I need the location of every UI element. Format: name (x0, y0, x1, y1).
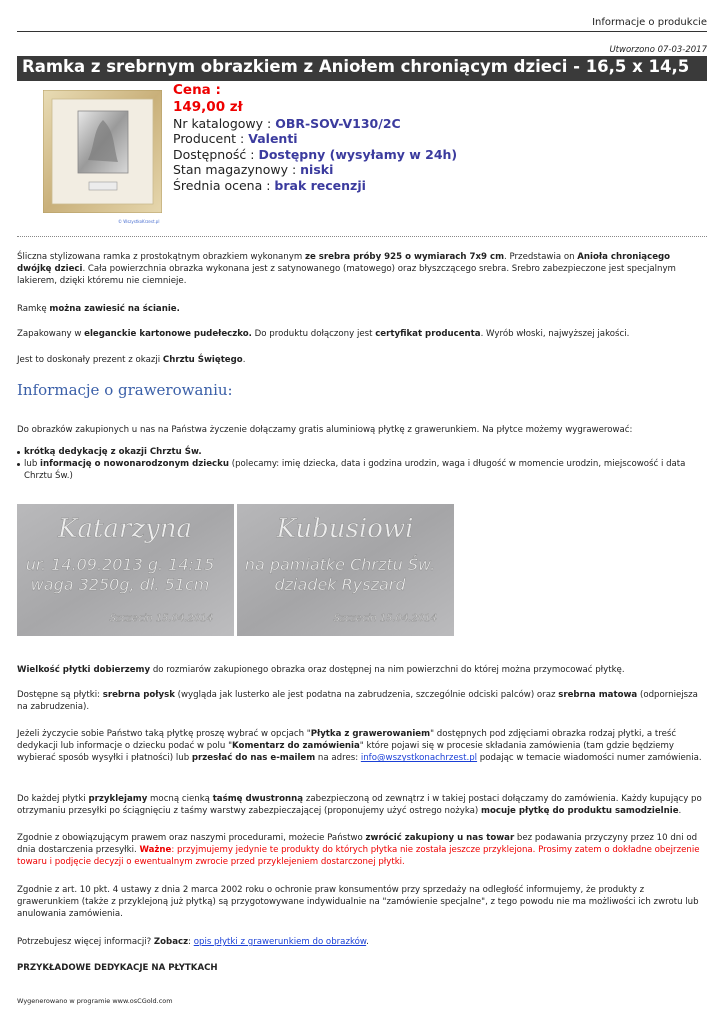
examples-heading: PRZYKŁADOWE DEDYKACJE NA PŁYTKACH (17, 963, 218, 973)
name-plaque (89, 182, 117, 190)
plate-types-info: Dostępne są płytki: srebrna połysk (wygląda jak lusterko ale jest podatna na zabrudzenia, szczególnie odciski palców) oraz srebrna matowa (odporniejsza na zabrudzenia). (17, 690, 698, 713)
engraving-heading: Informacje o grawerowaniu: (17, 381, 233, 399)
description-p3: Zapakowany w eleganckie kartonowe pudełeczko. Do produktu dołączony jest certyfikat producenta. Wyrób włoski, najwyższej jakości. (17, 329, 630, 339)
returns-info: Zgodnie z obowiązującym prawem oraz naszymi procedurami, możecie Państwo zwrócić zakupiony u nas towar bez podawania przyczyny przez 10 dni od dnia dostarczenia przesyłki. Ważne: przyjmujemy jedynie te produkty do których płytka nie została jeszcze przyklejona. Prosimy zatem o dokładne obejrzenie towaru i podjęcie decyzji o ewentualnym zwrocie przed przyklejeniem dostarczonej płytki. (17, 833, 700, 868)
image-caption: © WszystkoKrzest.pl (118, 219, 160, 224)
plate-line: waga 3250g, dł. 51cm (30, 575, 210, 594)
plate-place: Szczecin 15.04.2014 (109, 613, 213, 624)
list-item: lub informację o nowonarodzonym dziecku (polecamy: imię dziecka, data i godzina urodzin, waga i długość w momencie urodzin, miejscowość i data Chrztu Św.) (17, 458, 705, 482)
created-date: Utworzono 07-03-2017 (609, 45, 707, 55)
engraving-sample-2 (237, 504, 454, 636)
spec-catalog-number: Nr katalogowy : OBR-SOV-V130/2C (173, 116, 401, 131)
section-label: Informacje o produkcie (592, 17, 707, 28)
plate-line: na pamiatke Chrztu Św. (244, 555, 436, 574)
header-divider (17, 31, 707, 32)
description-p4: Jest to doskonały prezent z okazji Chrztu Świętego. (17, 355, 246, 365)
ordering-info: Jeżeli życzycie sobie Państwo taką płytkę proszę wybrać w opcjach "Płytka z grawerowaniem" dostępnych pod zdjęciami obrazka rodzaj płytki, a treść dedykacji lub informacje o dziecku podać w polu "Komentarz do zamówienia" które pojawi się w procesie składania zamówienia (tam gdzie będziemy wybierać sposób wysyłki i płatności) lub przesłać do nas e-mailem na adres: info@wszystkonachrzest.pl podając w temacie wiadomości numer zamówienia. (17, 729, 702, 764)
engraving-intro: Do obrazków zakupionych u nas na Państwa życzenie dołączamy gratis aluminiową płytkę z grawerunkiem. Na płytce możemy wygrawerować: (17, 425, 633, 435)
spec-stock: Stan magazynowy : niski (173, 162, 334, 177)
engraving-options (17, 446, 705, 483)
dotted-divider (17, 236, 707, 237)
spec-producer: Producent : Valenti (173, 131, 298, 146)
plate-size-info: Wielkość płytki dobierzemy do rozmiarów zakupionego obrazka oraz dostępnej na nim powierzchni do której można przymocować płytkę. (17, 665, 625, 675)
engraving-description-link[interactable]: opis płytki z grawerunkiem do obrazków (193, 937, 367, 947)
product-title: Ramka z srebrnym obrazkiem z Aniołem chroniącym dzieci - 16,5 x 14,5 (22, 57, 690, 76)
footer-generated: Wygenerowano w programie www.osCGold.com (17, 997, 173, 1005)
list-item: krótką dedykację z okazji Chrztu Św. (17, 446, 705, 458)
more-info: Potrzebujesz więcej informacji? Zobacz: opis płytki z grawerunkiem do obrazków. (17, 937, 369, 947)
price-label: Cena : (173, 82, 221, 98)
spec-rating: Średnia ocena : brak recenzji (173, 178, 366, 193)
description-p1: Śliczna stylizowana ramka z prostokątnym obrazkiem wykonanym ze srebra próby 925 o wymiarach 7x9 cm. Przedstawia on Anioła chroniącego dwójkę dzieci. Cała powierzchnia obrazka wykonana jest z satynowanego (matowego) oraz błyszczącego srebra. Srebro zabezpieczone jest specjalnym lakierem, dzięki któremu nie ciemnieje. (17, 252, 676, 287)
plate-line: ur. 14.09.2013 g. 14:15 (25, 555, 215, 574)
attachment-info: Do każdej płytki przyklejamy mocną cienką taśmę dwustronną zabezpieczoną od zewnątrz i w takiej postaci dołączamy do zamówienia. Każdy kupujący po otrzymaniu przesyłki po ściągnięciu z taśmy warstwy zabezpieczającej (proponujemy użyć ostrego nożyka) mocuje płytkę do produktu samodzielnie. (17, 794, 702, 817)
product-image (43, 90, 162, 213)
plate-line: dziadek Ryszard (274, 575, 406, 594)
plate-name: Kubusiowi (276, 514, 414, 544)
title-bar (17, 56, 707, 81)
engraving-sample-1 (17, 504, 234, 636)
description-p2: Ramkę można zawiesić na ścianie. (17, 304, 180, 314)
plate-name: Katarzyna (58, 514, 192, 544)
price-value: 149,00 zł (173, 99, 243, 115)
legal-info: Zgodnie z art. 10 pkt. 4 ustawy z dnia 2 marca 2002 roku o ochronie praw konsumentów przy sprzedaży na odległość informujemy, że produkty z grawerunkiem (także z przyklejoną już płytką) są przygotowywane indywidualnie na "zamówienie specjalne", z tego powodu nie ma możliwości ich zwrotu lub anulowania zamówienia. (17, 885, 699, 920)
plate-place: Szczecin 15.04.2014 (333, 613, 437, 624)
spec-availability: Dostępność : Dostępny (wysyłamy w 24h) (173, 147, 458, 162)
email-link[interactable]: info@wszystkonachrzest.pl (360, 753, 478, 764)
